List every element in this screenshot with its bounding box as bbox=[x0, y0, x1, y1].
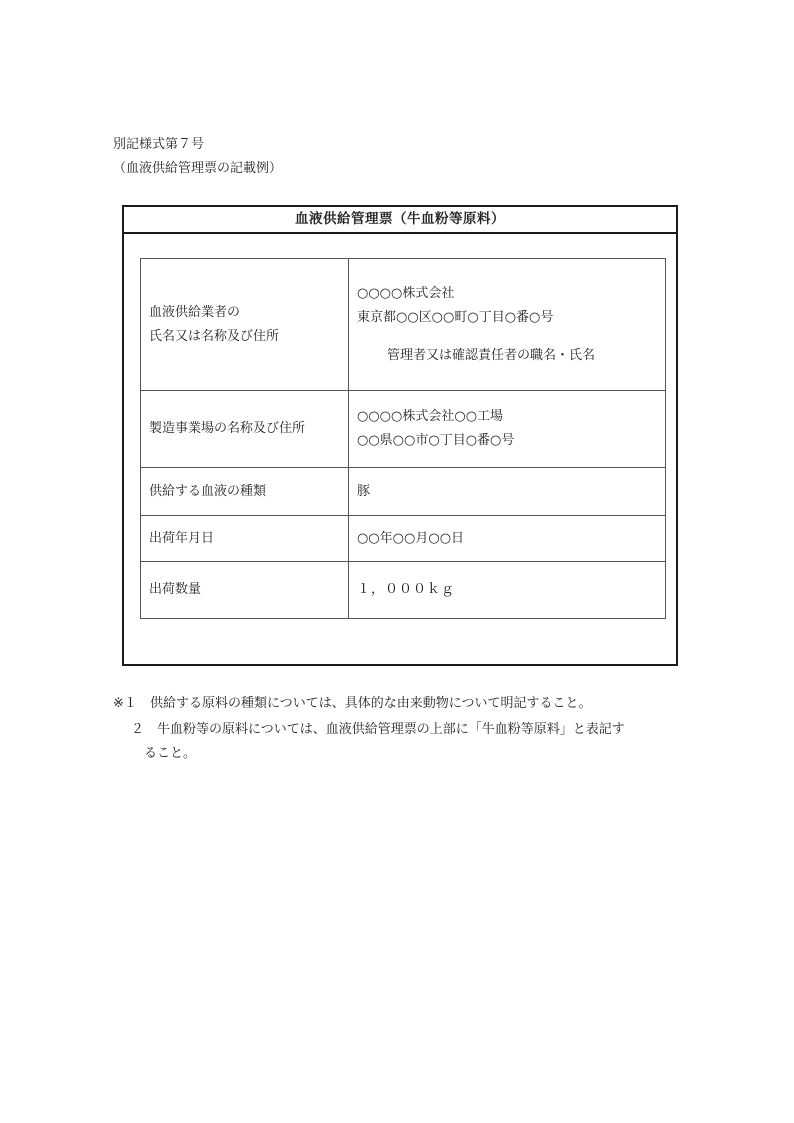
form-number: 別記様式第７号 bbox=[113, 137, 205, 152]
plant-name: ○○○○株式会社○○工場 bbox=[357, 409, 504, 424]
note-1-marker: ※１ bbox=[113, 696, 137, 711]
table-row-supplier bbox=[141, 259, 666, 391]
note-2 bbox=[131, 720, 625, 740]
supply-management-form bbox=[122, 205, 678, 666]
table-row-quantity bbox=[141, 562, 666, 619]
note-2-continuation: ること。 bbox=[144, 746, 197, 761]
table-row-blood-type bbox=[141, 468, 666, 516]
quantity-label: 出荷数量 bbox=[141, 562, 349, 619]
note-2-marker: ２ bbox=[131, 722, 145, 737]
supplier-label-line2: 氏名又は名称及び住所 bbox=[149, 328, 280, 344]
supplier-name: ○○○○株式会社 bbox=[357, 285, 455, 301]
supplier-label bbox=[141, 259, 349, 391]
ship-date-label: 出荷年月日 bbox=[141, 516, 349, 562]
ship-date-value: ○○年○○月○○日 bbox=[349, 516, 666, 562]
table-row-ship-date bbox=[141, 516, 666, 562]
blood-type-label: 供給する血液の種類 bbox=[141, 468, 349, 516]
form-caption: （血液供給管理票の記載例） bbox=[113, 161, 283, 176]
supplier-manager: 管理者又は確認責任者の職名・氏名 bbox=[387, 347, 596, 363]
plant-address: ○○県○○市○丁目○番○号 bbox=[357, 433, 515, 448]
note-1-text: 供給する原料の種類については、具体的な由来動物について明記すること。 bbox=[150, 696, 592, 711]
form-title: 血液供給管理票（牛血粉等原料） bbox=[124, 207, 676, 234]
plant-label: 製造事業場の名称及び住所 bbox=[141, 391, 349, 468]
supplier-label-line1: 血液供給業者の bbox=[149, 304, 241, 320]
supplier-address: 東京都○○区○○町○丁目○番○号 bbox=[357, 309, 554, 325]
note-1 bbox=[113, 694, 591, 714]
note-2-text: 牛血粉等の原料については、血液供給管理票の上部に「牛血粉等原料」と表記す bbox=[157, 722, 625, 737]
blood-type-value: 豚 bbox=[349, 468, 666, 516]
form-table bbox=[140, 258, 666, 619]
table-row-plant bbox=[141, 391, 666, 468]
plant-value bbox=[349, 391, 666, 468]
quantity-value: １，０００ｋｇ bbox=[349, 562, 666, 619]
supplier-value bbox=[349, 259, 666, 391]
